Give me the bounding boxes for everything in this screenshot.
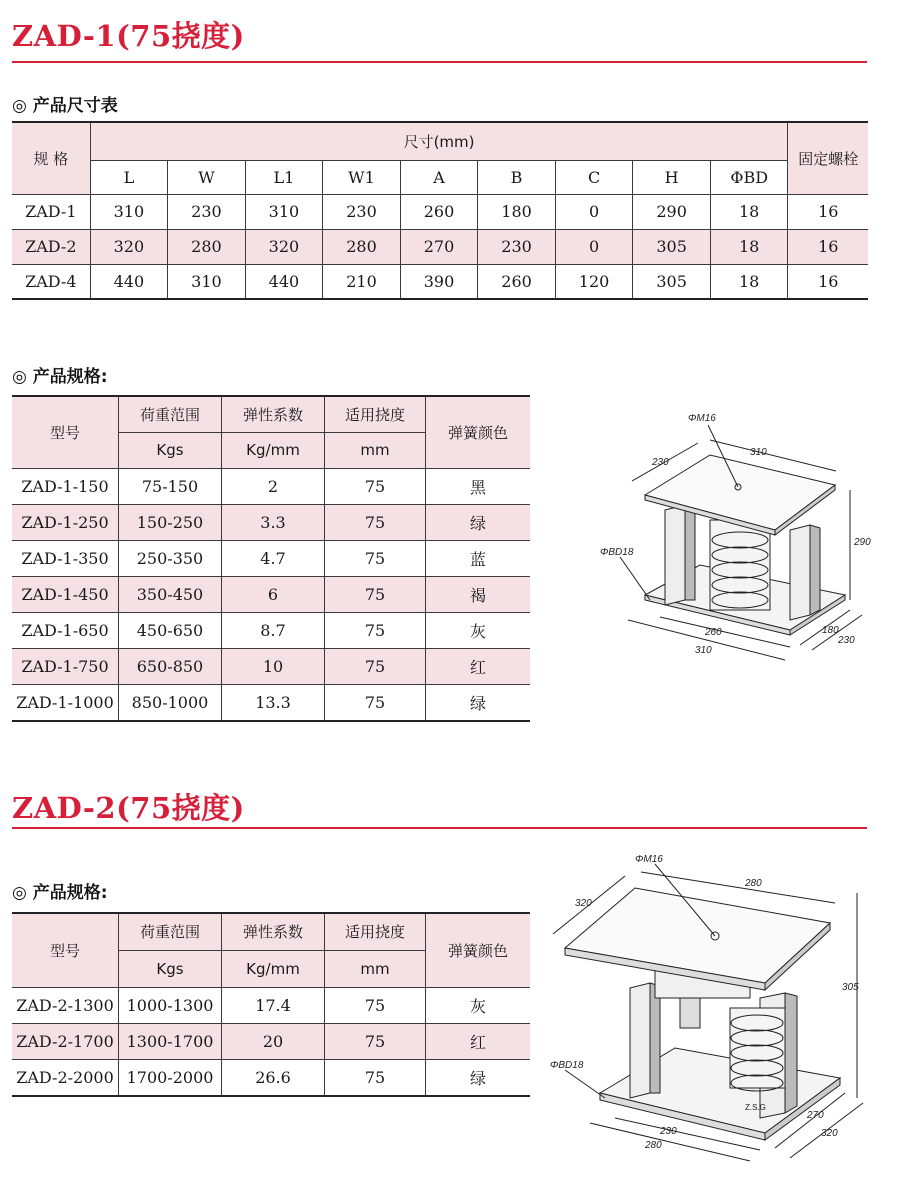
col-header: ΦBD (710, 160, 788, 194)
load-cell: 1700-2000 (119, 1059, 222, 1096)
table-row (12, 576, 530, 612)
plate-mark: Z.S.G (745, 1103, 766, 1112)
color-cell: 黑 (426, 468, 531, 504)
dim-label: 310 (750, 447, 767, 458)
load-cell: 350-450 (119, 576, 222, 612)
deflection-header: 适用挠度 (325, 396, 426, 432)
dim-label: 280 (645, 1140, 662, 1151)
col-header: W1 (323, 160, 401, 194)
load-cell: 650-850 (119, 648, 222, 684)
deflection-cell: 75 (325, 1023, 426, 1059)
model-cell: ZAD-1-1000 (12, 684, 119, 721)
spec-table-title: ◎ 产品规格: (12, 367, 108, 387)
spec-table-title-2: ◎ 产品规格: (12, 883, 108, 903)
section1-divider (12, 61, 867, 63)
model-cell: ZAD-2-1300 (12, 987, 119, 1023)
load-unit: Kgs (119, 950, 222, 987)
deflection-header: 适用挠度 (325, 913, 426, 950)
value-cell: 260 (478, 264, 556, 299)
color-cell: 红 (426, 648, 531, 684)
stiffness-cell: 3.3 (222, 504, 325, 540)
top-hole-label: ΦM16 (635, 854, 663, 865)
load-cell: 75-150 (119, 468, 222, 504)
table-row (12, 540, 530, 576)
value-cell: 18 (710, 229, 788, 264)
table-row (12, 504, 530, 540)
load-cell: 250-350 (119, 540, 222, 576)
spring-color-header: 弹簧颜色 (426, 913, 531, 987)
spring-color-header: 弹簧颜色 (426, 396, 531, 468)
top-hole-label: ΦM16 (688, 413, 716, 424)
model-cell: ZAD-2-1700 (12, 1023, 119, 1059)
value-cell: 280 (168, 229, 246, 264)
deflection-cell: 75 (325, 1059, 426, 1096)
deflection-cell: 75 (325, 540, 426, 576)
dim-label: 180 (822, 625, 839, 636)
dim-label: 320 (575, 898, 592, 909)
color-cell: 灰 (426, 612, 531, 648)
dim-label: 305 (842, 982, 859, 993)
load-cell: 1300-1700 (119, 1023, 222, 1059)
value-cell: 305 (633, 264, 711, 299)
value-cell: 290 (633, 194, 711, 229)
col-header: W (168, 160, 246, 194)
stiffness-header: 弹性系数 (222, 913, 325, 950)
dim-label: 310 (695, 645, 712, 656)
model-header: 型号 (12, 396, 119, 468)
stiffness-cell: 13.3 (222, 684, 325, 721)
stiffness-cell: 4.7 (222, 540, 325, 576)
stiffness-cell: 17.4 (222, 987, 325, 1023)
deflection-cell: 75 (325, 612, 426, 648)
dim-label: 320 (821, 1128, 838, 1139)
value-cell: 320 (245, 229, 323, 264)
table-row (12, 987, 530, 1023)
value-cell: 320 (90, 229, 168, 264)
deflection-cell: 75 (325, 987, 426, 1023)
deflection-unit: mm (325, 950, 426, 987)
stiffness-cell: 20 (222, 1023, 325, 1059)
model-cell: ZAD-1-150 (12, 468, 119, 504)
deflection-unit: mm (325, 432, 426, 468)
zad2-isolator-drawing (545, 848, 875, 1168)
load-cell: 1000-1300 (119, 987, 222, 1023)
col-header: B (478, 160, 556, 194)
stiffness-cell: 10 (222, 648, 325, 684)
col-header: L1 (245, 160, 323, 194)
deflection-cell: 75 (325, 504, 426, 540)
stiffness-cell: 2 (222, 468, 325, 504)
value-cell: 280 (323, 229, 401, 264)
section1-title: ZAD-1(75挠度) (12, 19, 245, 53)
size-header: 尺寸(mm) (90, 122, 788, 160)
stiffness-cell: 8.7 (222, 612, 325, 648)
value-cell: 230 (478, 229, 556, 264)
base-hole-label: ΦBD18 (550, 1060, 584, 1071)
value-cell: 310 (168, 264, 246, 299)
value-cell: 305 (633, 229, 711, 264)
color-cell: 褐 (426, 576, 531, 612)
value-cell: 230 (168, 194, 246, 229)
deflection-cell: 75 (325, 648, 426, 684)
model-cell: ZAD-1-350 (12, 540, 119, 576)
load-cell: 450-650 (119, 612, 222, 648)
table-row (12, 468, 530, 504)
value-cell: 270 (400, 229, 478, 264)
col-header: H (633, 160, 711, 194)
value-cell: 310 (245, 194, 323, 229)
value-cell: 18 (710, 264, 788, 299)
bolt-header: 固定螺栓 (788, 122, 868, 194)
value-cell: 390 (400, 264, 478, 299)
table-row (12, 1023, 530, 1059)
bolt-cell: 16 (788, 194, 868, 229)
dimension-table (12, 121, 868, 300)
bolt-cell: 16 (788, 264, 868, 299)
section2-divider (12, 827, 867, 829)
dim-label: 260 (705, 627, 722, 638)
table-row (12, 194, 868, 229)
value-cell: 440 (90, 264, 168, 299)
model-cell: ZAD-2-2000 (12, 1059, 119, 1096)
model-cell: ZAD-1-450 (12, 576, 119, 612)
stiffness-header: 弹性系数 (222, 396, 325, 432)
deflection-cell: 75 (325, 684, 426, 721)
stiffness-cell: 6 (222, 576, 325, 612)
base-hole-label: ΦBD18 (600, 547, 634, 558)
model-cell: ZAD-1 (12, 194, 90, 229)
spec-table-zad1 (12, 395, 530, 722)
model-cell: ZAD-1-750 (12, 648, 119, 684)
deflection-cell: 75 (325, 576, 426, 612)
model-cell: ZAD-4 (12, 264, 90, 299)
load-cell: 850-1000 (119, 684, 222, 721)
spec-table-zad2 (12, 912, 530, 1097)
dim-label: 270 (807, 1110, 824, 1121)
zad1-isolator-drawing (600, 395, 880, 670)
value-cell: 260 (400, 194, 478, 229)
model-header: 型号 (12, 913, 119, 987)
stiffness-unit: Kg/mm (222, 950, 325, 987)
col-header: A (400, 160, 478, 194)
value-cell: 440 (245, 264, 323, 299)
model-cell: ZAD-2 (12, 229, 90, 264)
table-row (12, 684, 530, 721)
color-cell: 蓝 (426, 540, 531, 576)
value-cell: 180 (478, 194, 556, 229)
model-cell: ZAD-1-650 (12, 612, 119, 648)
value-cell: 0 (555, 229, 633, 264)
color-cell: 红 (426, 1023, 531, 1059)
color-cell: 绿 (426, 684, 531, 721)
bolt-cell: 16 (788, 229, 868, 264)
load-header: 荷重范围 (119, 396, 222, 432)
table-row (12, 648, 530, 684)
dim-label: 230 (838, 635, 855, 646)
value-cell: 0 (555, 194, 633, 229)
color-cell: 绿 (426, 504, 531, 540)
deflection-cell: 75 (325, 468, 426, 504)
dim-label: 290 (854, 537, 871, 548)
table-row (12, 229, 868, 264)
value-cell: 18 (710, 194, 788, 229)
dim-label: 230 (660, 1126, 677, 1137)
section2-title: ZAD-2(75挠度) (12, 791, 245, 825)
col-header: C (555, 160, 633, 194)
load-unit: Kgs (119, 432, 222, 468)
dim-label: 230 (652, 457, 669, 468)
table-row (12, 264, 868, 299)
spec-header: 规 格 (12, 122, 90, 194)
table-row (12, 612, 530, 648)
color-cell: 绿 (426, 1059, 531, 1096)
value-cell: 230 (323, 194, 401, 229)
dimension-table-title: ◎ 产品尺寸表 (12, 96, 118, 116)
dim-label: 280 (745, 878, 762, 889)
model-cell: ZAD-1-250 (12, 504, 119, 540)
stiffness-unit: Kg/mm (222, 432, 325, 468)
value-cell: 210 (323, 264, 401, 299)
value-cell: 310 (90, 194, 168, 229)
load-cell: 150-250 (119, 504, 222, 540)
stiffness-cell: 26.6 (222, 1059, 325, 1096)
load-header: 荷重范围 (119, 913, 222, 950)
value-cell: 120 (555, 264, 633, 299)
table-row (12, 1059, 530, 1096)
col-header: L (90, 160, 168, 194)
color-cell: 灰 (426, 987, 531, 1023)
